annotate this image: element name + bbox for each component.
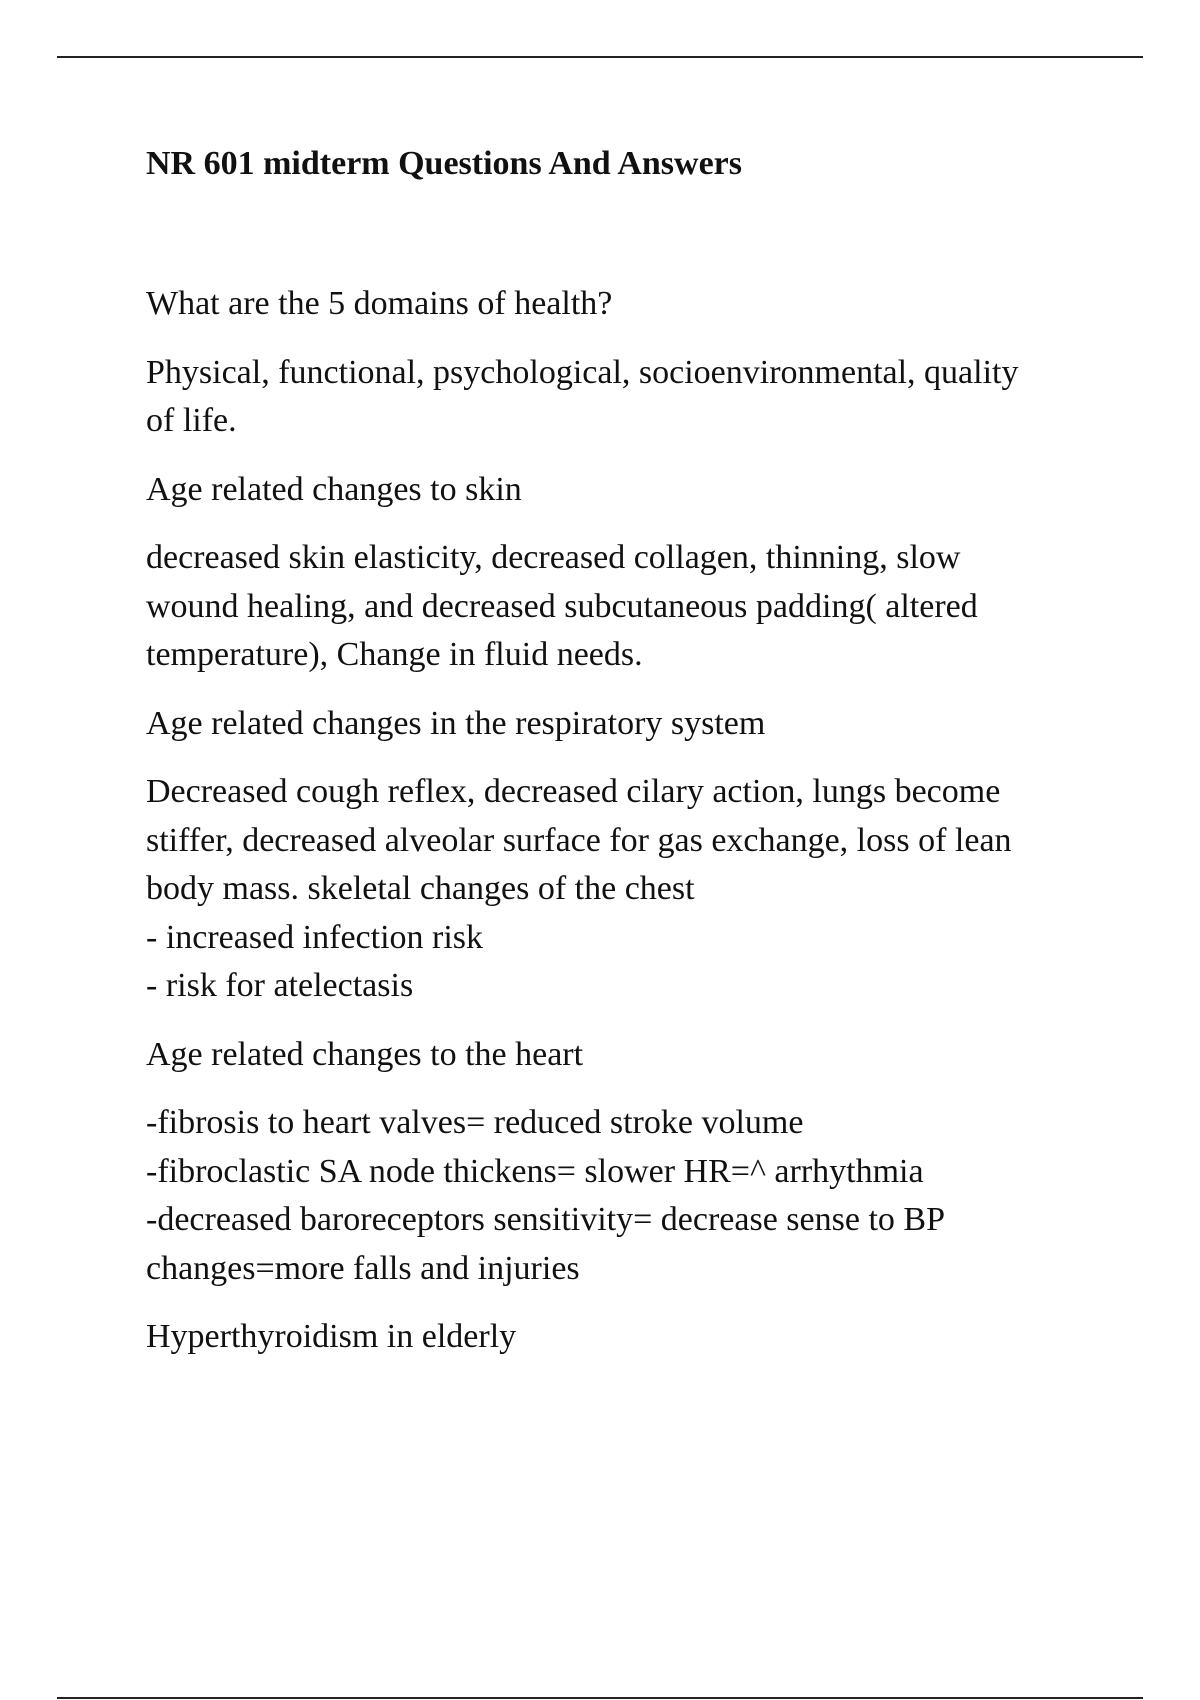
question-4: Age related changes to the heart — [146, 1035, 584, 1073]
question-3: Age related changes in the respiratory system — [146, 704, 766, 742]
document-title: NR 601 midterm Questions And Answers — [146, 145, 742, 182]
question-1: What are the 5 domains of health? — [146, 285, 613, 322]
answer-2: decreased skin elasticity, decreased collagen, thinning, slow wound healing, and decreased subcutaneous padding( altered temperature), Change in fluid needs. — [146, 539, 978, 673]
question-2: Age related changes to skin — [146, 470, 522, 508]
document-body — [146, 140, 1106, 1382]
answer-3: Decreased cough reflex, decreased cilary action, lungs become stiffer, decreased alveolar surface for gas exchange, loss of lean body mass. skeletal changes of the chest - increased infection risk - risk for atelectasis — [146, 773, 1012, 1004]
bottom-rule — [57, 1697, 1143, 1699]
top-rule — [57, 56, 1143, 58]
answer-4: -fibrosis to heart valves= reduced stroke volume -fibroclastic SA node thickens= slower HR=^ arrhythmia -decreased baroreceptors sensitivity= decrease sense to BP changes=more falls and injuries — [146, 1104, 945, 1287]
answer-1: Physical, functional, psychological, socioenvironmental, quality of life. — [146, 353, 1019, 439]
qa-list — [146, 280, 1106, 1362]
question-5: Hyperthyroidism in elderly — [146, 1318, 517, 1355]
